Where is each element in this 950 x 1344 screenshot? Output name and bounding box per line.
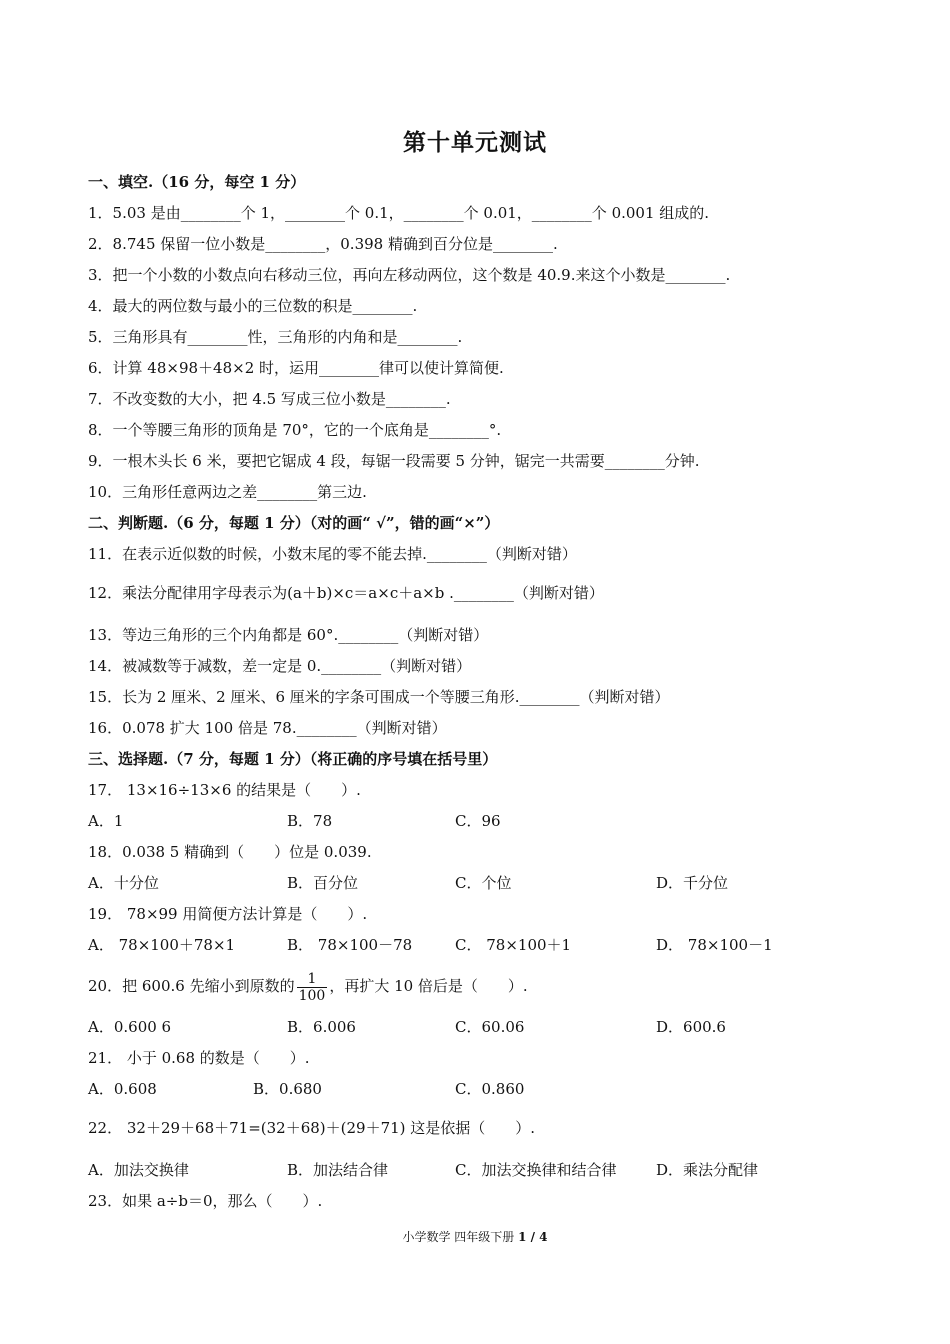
q18-option-c: C．个位 [455, 874, 512, 892]
q21-option-a: A．0.608 [88, 1080, 157, 1098]
question-2: 2．8.745 保留一位小数是________，0.398 精确到百分位是________. [88, 235, 558, 253]
question-17: 17． 13×16÷13×6 的结果是（ ）. [88, 781, 361, 799]
question-3: 3．把一个小数的小数点向右移动三位，再向左移动两位，这个数是 40.9.来这个小数是________. [88, 266, 731, 284]
question-23: 23．如果 a÷b＝0，那么（ ）. [88, 1192, 323, 1210]
q22-option-b: B．加法结合律 [287, 1161, 389, 1179]
question-13: 13．等边三角形的三个内角都是 60°.________（判断对错） [88, 626, 489, 644]
footer-subject: 小学数学 四年级下册 [402, 1230, 519, 1244]
q20-fraction [297, 971, 328, 1004]
question-14: 14．被减数等于减数，差一定是 0.________（判断对错） [88, 657, 472, 675]
q19-option-a: A． 78×100＋78×1 [88, 936, 236, 954]
question-8: 8．一个等腰三角形的顶角是 70°，它的一个底角是________°. [88, 421, 502, 439]
q19-option-b: B． 78×100－78 [287, 936, 413, 954]
question-11: 11．在表示近似数的时候，小数末尾的零不能去掉.________（判断对错） [88, 545, 577, 563]
q17-option-b: B．78 [287, 812, 333, 830]
q21-option-b: B．0.680 [253, 1080, 322, 1098]
question-18: 18．0.038 5 精确到（ ）位是 0.039. [88, 843, 372, 861]
section-2-heading: 二、判断题.（6 分，每题 1 分）（对的画“ √”，错的画“×”） [88, 514, 500, 532]
q18-option-d: D．千分位 [656, 874, 729, 892]
q19-option-d: D． 78×100－1 [656, 936, 773, 954]
q20-option-b: B．6.006 [287, 1018, 356, 1036]
question-7: 7．不改变数的大小，把 4.5 写成三位小数是________. [88, 390, 451, 408]
section-1-heading: 一、填空.（16 分，每空 1 分） [88, 173, 306, 191]
question-10: 10．三角形任意两边之差________第三边. [88, 483, 367, 501]
q22-option-d: D．乘法分配律 [656, 1161, 759, 1179]
q18-option-b: B．百分位 [287, 874, 359, 892]
q19-option-c: C． 78×100＋1 [455, 936, 572, 954]
q20-option-c: C．60.06 [455, 1018, 525, 1036]
q20-option-d: D．600.6 [656, 1018, 726, 1036]
question-9: 9．一根木头长 6 米，要把它锯成 4 段，每锯一段需要 5 分钟，锯完一共需要________分钟. [88, 452, 700, 470]
footer-page-number: 1 / 4 [518, 1230, 548, 1244]
question-15: 15．长为 2 厘米、2 厘米、6 厘米的字条可围成一个等腰三角形.________（判断对错） [88, 688, 670, 706]
q20-stem-before: 20．把 600.6 先缩小到原数的 [88, 977, 295, 995]
question-5: 5．三角形具有________性，三角形的内角和是________. [88, 328, 463, 346]
q20-fraction-numerator: 1 [297, 971, 328, 988]
q22-option-a: A．加法交换律 [88, 1161, 189, 1179]
q17-option-c: C．96 [455, 812, 501, 830]
page-footer [0, 1228, 950, 1245]
q22-option-c: C．加法交换律和结合律 [455, 1161, 617, 1179]
q20-stem-after: ，再扩大 10 倍后是（ ）. [329, 977, 528, 995]
question-4: 4．最大的两位数与最小的三位数的积是________. [88, 297, 418, 315]
question-19: 19． 78×99 用简便方法计算是（ ）. [88, 905, 368, 923]
q21-option-c: C．0.860 [455, 1080, 525, 1098]
question-12: 12．乘法分配律用字母表示为(a＋b)×c＝a×c＋a×b .________（判断对错） [88, 584, 604, 602]
question-1: 1．5.03 是由________个 1，________个 0.1，________个 0.01，________个 0.001 组成的. [88, 204, 710, 222]
question-16: 16．0.078 扩大 100 倍是 78.________（判断对错） [88, 719, 447, 737]
q18-option-a: A．十分位 [88, 874, 159, 892]
question-20 [88, 967, 528, 1005]
q20-fraction-denominator: 100 [298, 987, 326, 1004]
q17-option-a: A．1 [88, 812, 124, 830]
q20-option-a: A．0.600 6 [88, 1018, 172, 1036]
question-6: 6．计算 48×98＋48×2 时，运用________律可以使计算简便. [88, 359, 504, 377]
question-22: 22． 32＋29＋68＋71=(32＋68)＋(29＋71) 这是依据（ ）. [88, 1119, 536, 1137]
question-21: 21． 小于 0.68 的数是（ ）. [88, 1049, 310, 1067]
page-title: 第十单元测试 [403, 129, 547, 156]
section-3-heading: 三、选择题.（7 分，每题 1 分）（将正确的序号填在括号里） [88, 750, 498, 768]
